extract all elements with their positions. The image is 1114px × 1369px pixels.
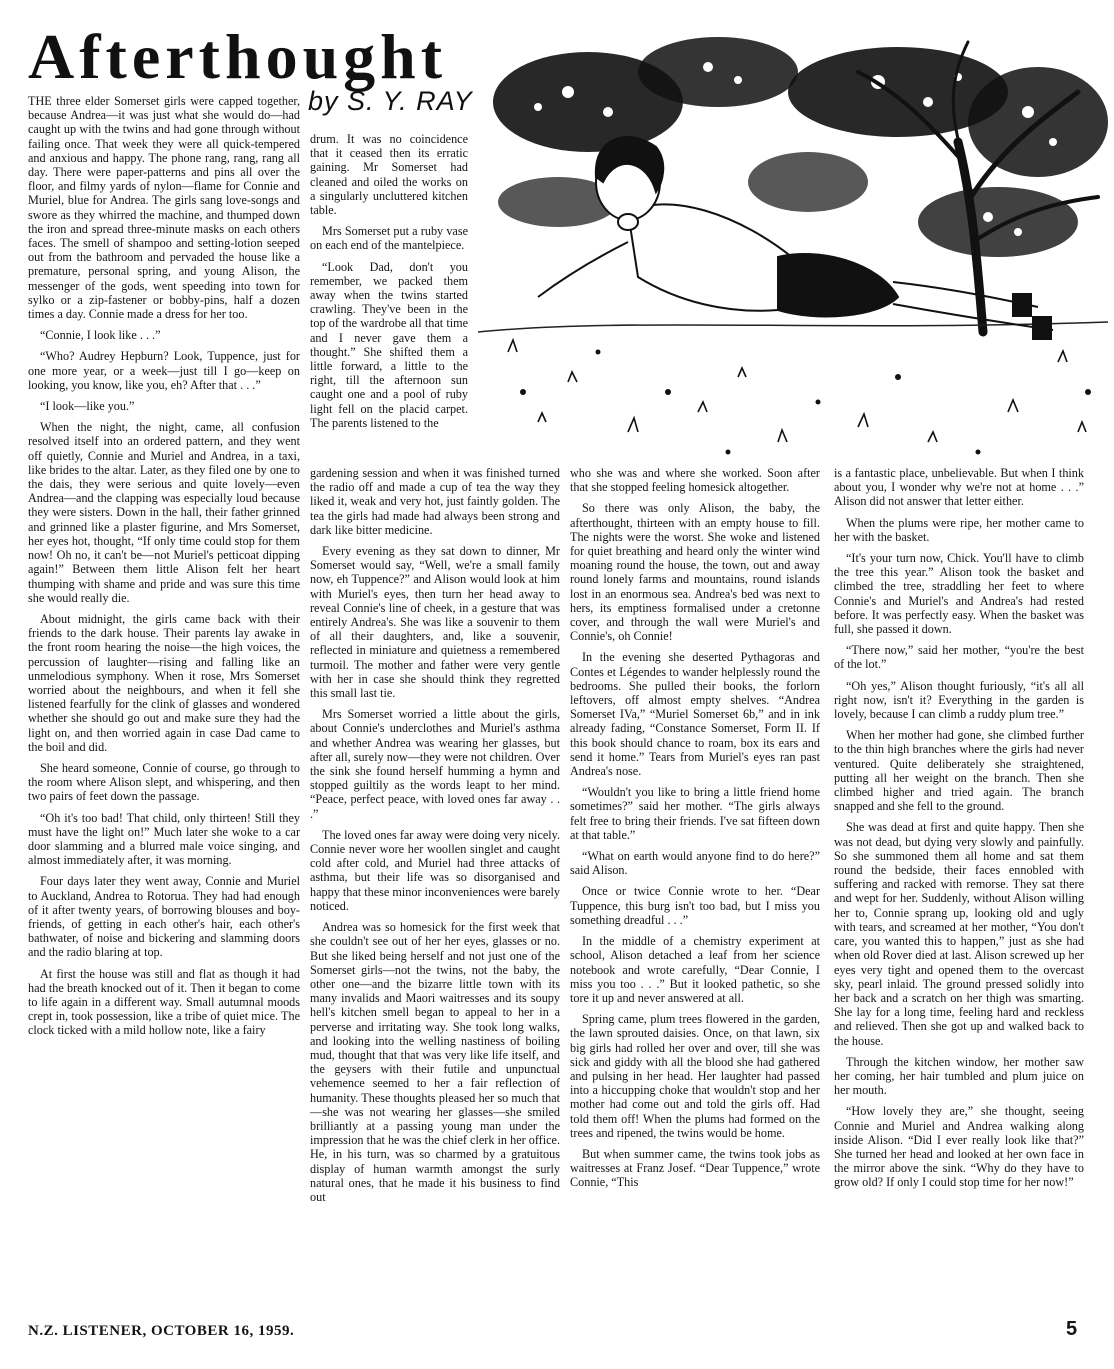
paragraph: When the plums were ripe, her mother came to her with the basket.: [834, 515, 1084, 544]
paragraph: Mrs Somerset put a ruby vase on each end of the mantelpiece.: [310, 224, 468, 253]
paragraph: “Who? Audrey Hepburn? Look, Tuppence, just for one more year, or a week—just till I go—keep on looking, you know, like you, eh? After that . . .”: [28, 349, 300, 392]
paragraph: When the night, the night, came, all confusion resolved itself into an ordered pattern, and they went off quietly, Connie and Muriel and Andrea, in a taxi, like brides to the altar. Later, as they filed one by one to the dais, they were serious and quite lovely—even Andrea—and the clapping was especially loud because they were sisters. Down in the hall, their father grinned and grinned like a plaster figurine, and Mrs Somerset, her eyes hot, thought, “If only time could stop for them now! Oh no, it can't be—not Muriel's petticoat dipping again!” Between them little Alison felt her heart thumping with shame and pride and was sure this time she would really die.: [28, 420, 300, 605]
paragraph: She was dead at first and quite happy. Then she was not dead, but dying very slowly and painfully. So she summoned them all home and sat them round the bedside, their faces ennobled with suffering and racked with remorse. They sat there and wept for her. Suddenly, without Alison willing her to, Connie sprang up, looking old and ugly with tears, and screamed at her mother, “You don't care, you wanted this to happen,” just as she had when old Rover died at last. Alison screwed up her eyes very tight and opened them to the overcast sky, pearl inlaid. The ground pressed solidly into her back and a scratch on her thigh was smarting. She lay for a long time, feeling hard and reckless and relieved. Then she got up and walked back to the house.: [834, 820, 1084, 1048]
paragraph: Four days later they went away, Connie and Muriel to Auckland, Andrea to Rotorua. They had had enough of it after twenty years, of borrowing blouses and boy-friends, of getting in each other's hair, each other's bathwater, of noise and bickering and slamming doors and the radio blaring at top.: [28, 874, 300, 960]
paragraph: “Oh yes,” Alison thought furiously, “it's all all right now, isn't it? Everything in the garden is lovely, because I can climb a ruddy plum tree.”: [834, 678, 1084, 722]
paragraph: Through the kitchen window, her mother saw her coming, her hair tumbled and plum juice on her mouth.: [834, 1054, 1084, 1098]
paragraph: “What on earth would anyone find to do here?” said Alison.: [570, 849, 820, 878]
paragraph: Spring came, plum trees flowered in the garden, the lawn sprouted daisies. Once, on that lawn, six big girls had rolled her over and over, till she was sick and giddy with all the blood she had gathered and pulsing in her head. Her laughter had passed into a hiccupping choke that wouldn't stop and her mother had come out and told the girls off. Had told them off! When the plums had formed on the trees and ripened, the twins would be home.: [570, 1012, 820, 1140]
paragraph: THE three elder Somerset girls were capped together, because Andrea—it was just what she would do—had caught up with the twins and had gone through without failing once. That week they were all quick-tempered and anxious and happy. The phone rang, rang, rang all day. There were paper-patterns and pins all over the floor, and filmy yards of nylon—flame for Connie and Muriel, blue for Andrea. The girls sang love-songs and swore as they whirred the machine, and thumped down the iron and spread three-minute masks on each others faces. The smell of shampoo and setting-lotion seeped out from the bathroom and pervaded the house like a premature, personal spring, and young Alison, the messenger of the gods, went speeding into town for sylko or a zip-fastener or bobby-pins, half a dozen times a day. Connie made a dress for her too.: [28, 94, 300, 322]
paragraph: At first the house was still and flat as though it had had the breath knocked out of it. Then it began to come to life again in a different way. Small autumnal moods crept in, took possession, like a tribe of quiet mice. The clock ticked with a mild hollow note, like a fairy: [28, 966, 300, 1038]
paragraph: She heard someone, Connie of course, go through to the room where Alison slept, and whispering, and then two pairs of feet down the passage.: [28, 760, 300, 804]
article-column-3: [570, 466, 820, 1197]
paragraph: But when summer came, the twins took jobs as waitresses at Franz Josef. “Dear Tuppence,” wrote Connie, “This: [570, 1146, 820, 1190]
paragraph: Mrs Somerset worried a little about the girls, about Connie's underclothes and Muriel's asthma and whether Andrea was wearing her glasses, but after all, surely now—they were not children. Over the sink she found herself humming a hymn and stopped guiltily as the words leapt to her mind. “Peace, perfect peace, with loved ones far away . . .”: [310, 707, 560, 821]
story-title: Afterthought: [28, 21, 448, 92]
paragraph: “It's your turn now, Chick. You'll have to climb the tree this year.” Alison took the basket and climbed the tree, straddling her feet to where Connie's and Muriel's and Andrea's had rested before. It was perfectly easy. When the basket was full, she passed it down.: [834, 551, 1084, 637]
paragraph: “Wouldn't you like to bring a little friend home sometimes?” said her mother. “The girls always felt free to bring their friends. I've sat fifteen down at that table.”: [570, 785, 820, 842]
paragraph: “I look—like you.”: [40, 399, 135, 414]
paragraph: “Look Dad, don't you remember, we packed them away when the twins started crawling. They've been in the top of the wardrobe all that time and I never gave them a thought.” She shifted them a little forward, a little to the right, till the afternoon sun caught one and a pool of ruby light fell on the placid carpet. The parents listened to the: [310, 259, 468, 430]
article-column-2: [310, 466, 560, 1211]
publication-footer: N.Z. LISTENER, OCTOBER 16, 1959.: [28, 1323, 295, 1339]
illustration: [478, 32, 1108, 464]
article-column-1: [28, 94, 300, 1045]
paragraph: The loved ones far away were doing very nicely. Connie never wore her woollen singlet and caught cold after cold, and Muriel had three attacks of asthma, but their life was so disorganised and happy that these minor inconveniences were barely noticed.: [310, 827, 560, 913]
paragraph: Andrea was so homesick for the first week that she couldn't see out of her her eyes, glasses or no. But she liked being herself and not just one of the Somerset girls—not the twins, not the baby, the other one—and the bizarre little town with its many invalids and Maori waitresses and its soupy hell's kitchen smell began to appeal to her in a perverse and irritating way. She took long walks, and looking into the welling nastiness of boiling mud, thought that that was very like life itself, and the geysers with their futile and unpunctual vehemence seemed to her a fair reflection of humanity. These thoughts pleased her so much that—she was not wearing her glasses—she smiled brilliantly at a passing young man under the impression that he was the chief clerk in her office. He, in his turn, was so charmed by a gratuitous display of human warmth amongst the surly natural ones, that he made it his business to find out: [310, 920, 560, 1204]
paragraph: Every evening as they sat down to dinner, Mr Somerset would say, “Well, we're a small family now, eh Tuppence?” and Alison would look at him with Muriel's eyes, then turn her head away to reveal Connie's line of cheek, in a gesture that was entirely Andrea's. She was like a souvenir to them of all their daughters, and, like a souvenir, reflected in miniature and quietness a remembered turmoil. The mother and father were very gentle with her in case she should think they regretted this small last tie.: [310, 544, 560, 701]
paragraph: “There now,” said her mother, “you're the best of the lot.”: [834, 643, 1084, 672]
paragraph: Once or twice Connie wrote to her. “Dear Tuppence, this burg isn't too bad, but I miss you something dreadful . . .”: [570, 884, 820, 927]
paragraph: “Oh it's too bad! That child, only thirteen! Still they must have the light on!” Much later she woke to a car door slamming and a blurred male voice singing, and almost immediately after, it was morning.: [28, 810, 300, 868]
paragraph: who she was and where she worked. Soon after that she stopped feeling homesick altogether.: [570, 466, 820, 495]
paragraph: When her mother had gone, she climbed further to the thin high branches where the girls had never ventured. Quite deliberately she straightened, putting all her weight on the branch. Then she climbed higher and tried again. The branch snapped and she fell to the ground.: [834, 728, 1084, 814]
paragraph: gardening session and when it was finished turned the radio off and made a cup of tea the way they liked it, weak and very hot, just faintly golden. The tea the girls had made had always been strong and dark like bitter medicine.: [310, 466, 560, 537]
paragraph: About midnight, the girls came back with their friends to the dark house. Their parents lay awake in the front room hearing the noise—the high voices, the percussion of laughter—rising and falling like an unmelodious symphony. When it rose, Mrs Somerset worried about the neighbours, and when it fell she listened fearfully for the clink of glasses and wondered whether she should go out and make sure they had the light on, and then worried again in case Dad came to the boil and did.: [28, 611, 300, 754]
paragraph: In the evening she deserted Pythagoras and Contes et Légendes to wander helplessly round the bedrooms. She pulled their books, the forlorn leftovers, off almost empty shelves. “Andrea Somerset IVa,” “Muriel Somerset 6b,” and in ink already fading, “Constance Somerset, Form II. If this book should chance to roam, box its ears and send it home.” Tears from Muriel's eyes ran past Andrea's nose.: [570, 650, 820, 779]
paragraph: “How lovely they are,” she thought, seeing Connie and Muriel and Andrea walking along inside Alison. “Did I ever really look like that?” She turned her head and looked at her own face in the mirror above the sink. “Why do they have to grow old? If only I could stop time for her now!”: [834, 1104, 1084, 1190]
paragraph: is a fantastic place, unbelievable. But when I think about you, I wonder why we're not at home . . .” Alison did not answer that letter either.: [834, 466, 1084, 509]
page-number: 5: [1066, 1318, 1078, 1340]
paragraph: In the middle of a chemistry experiment at school, Alison detached a leaf from her science notebook and wrote carefully, “Dear Connie, I miss you too . . .” But it looked pathetic, so she tore it up and never answered at all.: [570, 934, 820, 1005]
article-column-2-top: [310, 132, 468, 437]
paragraph: So there was only Alison, the baby, the afterthought, thirteen with an empty house to fill. The nights were the worst. She woke and listened for quiet breathing and heard only the winter wind moaning round the house, the town, out and away round lonely farms and mountains, round islands lost in an enormous sea. Andrea's bed was next to hers, its emptiness formalised under a cretonne cover, and through the wall were Muriel's and Connie's, oh Connie!: [570, 501, 820, 644]
paragraph: drum. It was no coincidence that it ceased then its erratic gaining. Mr Somerset had cleaned and oiled the works on a singularly uncluttered kitchen table.: [310, 132, 468, 218]
byline: by S. Y. RAY: [308, 86, 473, 116]
paragraph: “Connie, I look like . . .”: [40, 328, 161, 343]
article-column-4: [834, 466, 1084, 1197]
